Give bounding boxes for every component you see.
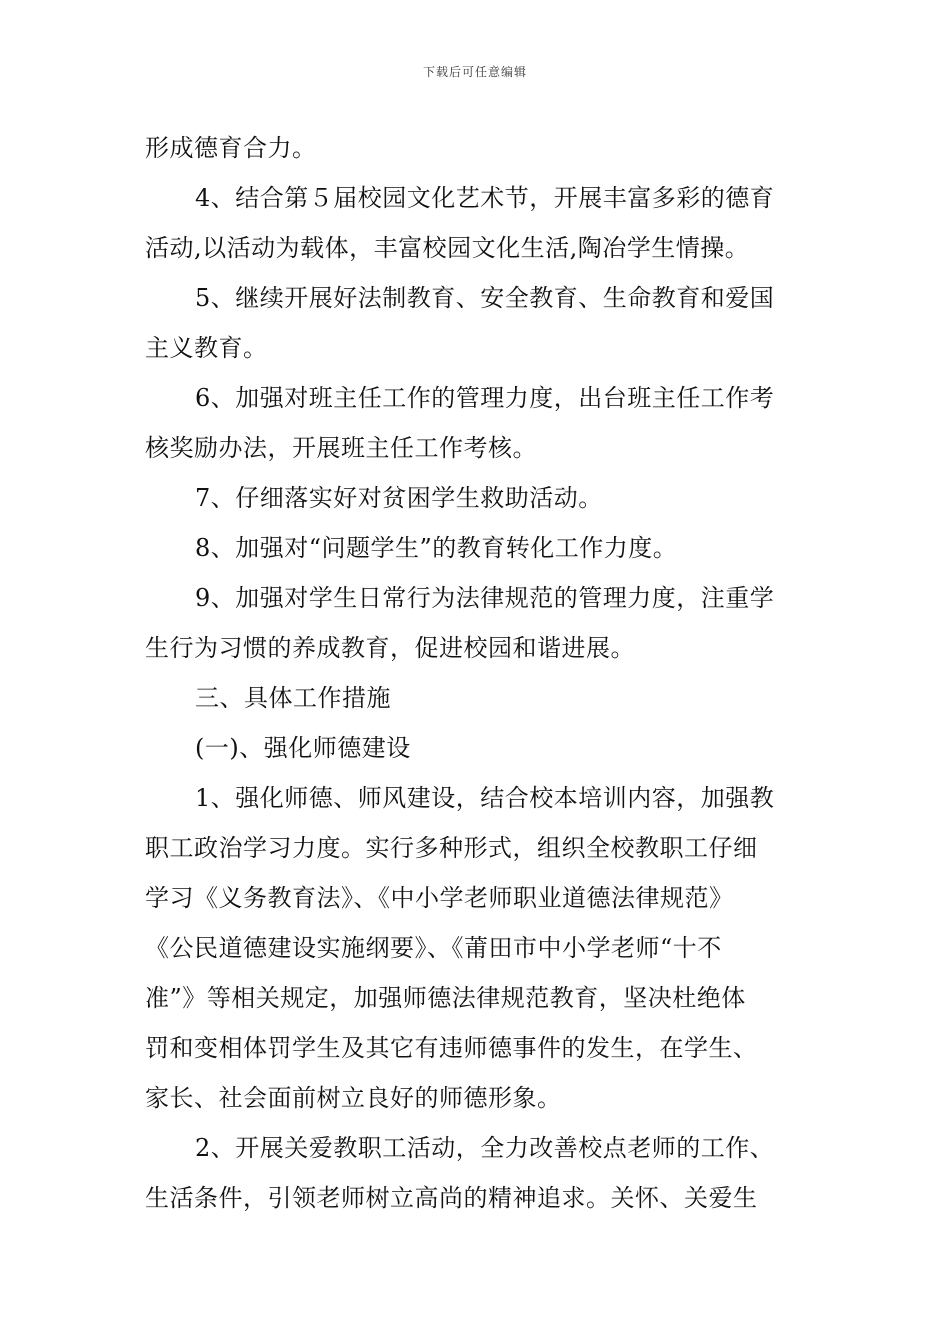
paragraph-line: 9、加强对学生日常行为法律规范的管理力度，注重学 [195,584,775,612]
document-body [145,123,805,1223]
paragraph-line: 学习《义务教育法》、《中小学老师职业道德法律规范》 [145,884,734,912]
paragraph-line: 6、加强对班主任工作的管理力度，出台班主任工作考 [195,384,775,412]
section-heading: 三、具体工作措施 [195,684,391,712]
paragraph-line: 职工政治学习力度。实行多种形式，组织全校教职工仔细 [145,834,758,862]
paragraph-line: 生行为习惯的养成教育，促进校园和谐进展。 [145,634,635,662]
paragraph-line: 生活条件，引领老师树立高尚的精神追求。关怀、关爱生 [145,1184,758,1212]
paragraph-line: 形成德育合力。 [145,134,317,162]
paragraph-line: 活动,以活动为载体，丰富校园文化生活,陶冶学生情操。 [145,234,750,262]
paragraph-line: 7、仔细落实好对贫困学生救助活动。 [195,484,603,512]
paragraph-line: 准”》等相关规定，加强师德法律规范教育，坚决杜绝体 [145,984,746,1012]
paragraph-line: 5、继续开展好法制教育、安全教育、生命教育和爱国 [195,284,775,312]
paragraph-line: 主义教育。 [145,334,268,362]
paragraph-line: 《公民道德建设实施纲要》、《莆田市中小学老师“十不 [145,934,722,962]
paragraph-line: 罚和变相体罚学生及其它有违师德事件的发生，在学生、 [145,1034,758,1062]
paragraph-line: 2、开展关爱教职工活动，全力改善校点老师的工作、 [195,1134,775,1162]
paragraph-line: 4、结合第５届校园文化艺术节，开展丰富多彩的德育 [195,184,775,212]
paragraph-line: 家长、社会面前树立良好的师德形象。 [145,1084,562,1112]
paragraph-line: 1、强化师德、师风建设，结合校本培训内容，加强教 [195,784,775,812]
paragraph-line: 核奖励办法，开展班主任工作考核。 [145,434,537,462]
page-header: 下载后可任意编辑 [422,65,527,79]
subsection-heading: (一)、强化师德建设 [195,734,411,762]
paragraph-line: 8、加强对“问题学生”的教育转化工作力度。 [195,534,678,562]
